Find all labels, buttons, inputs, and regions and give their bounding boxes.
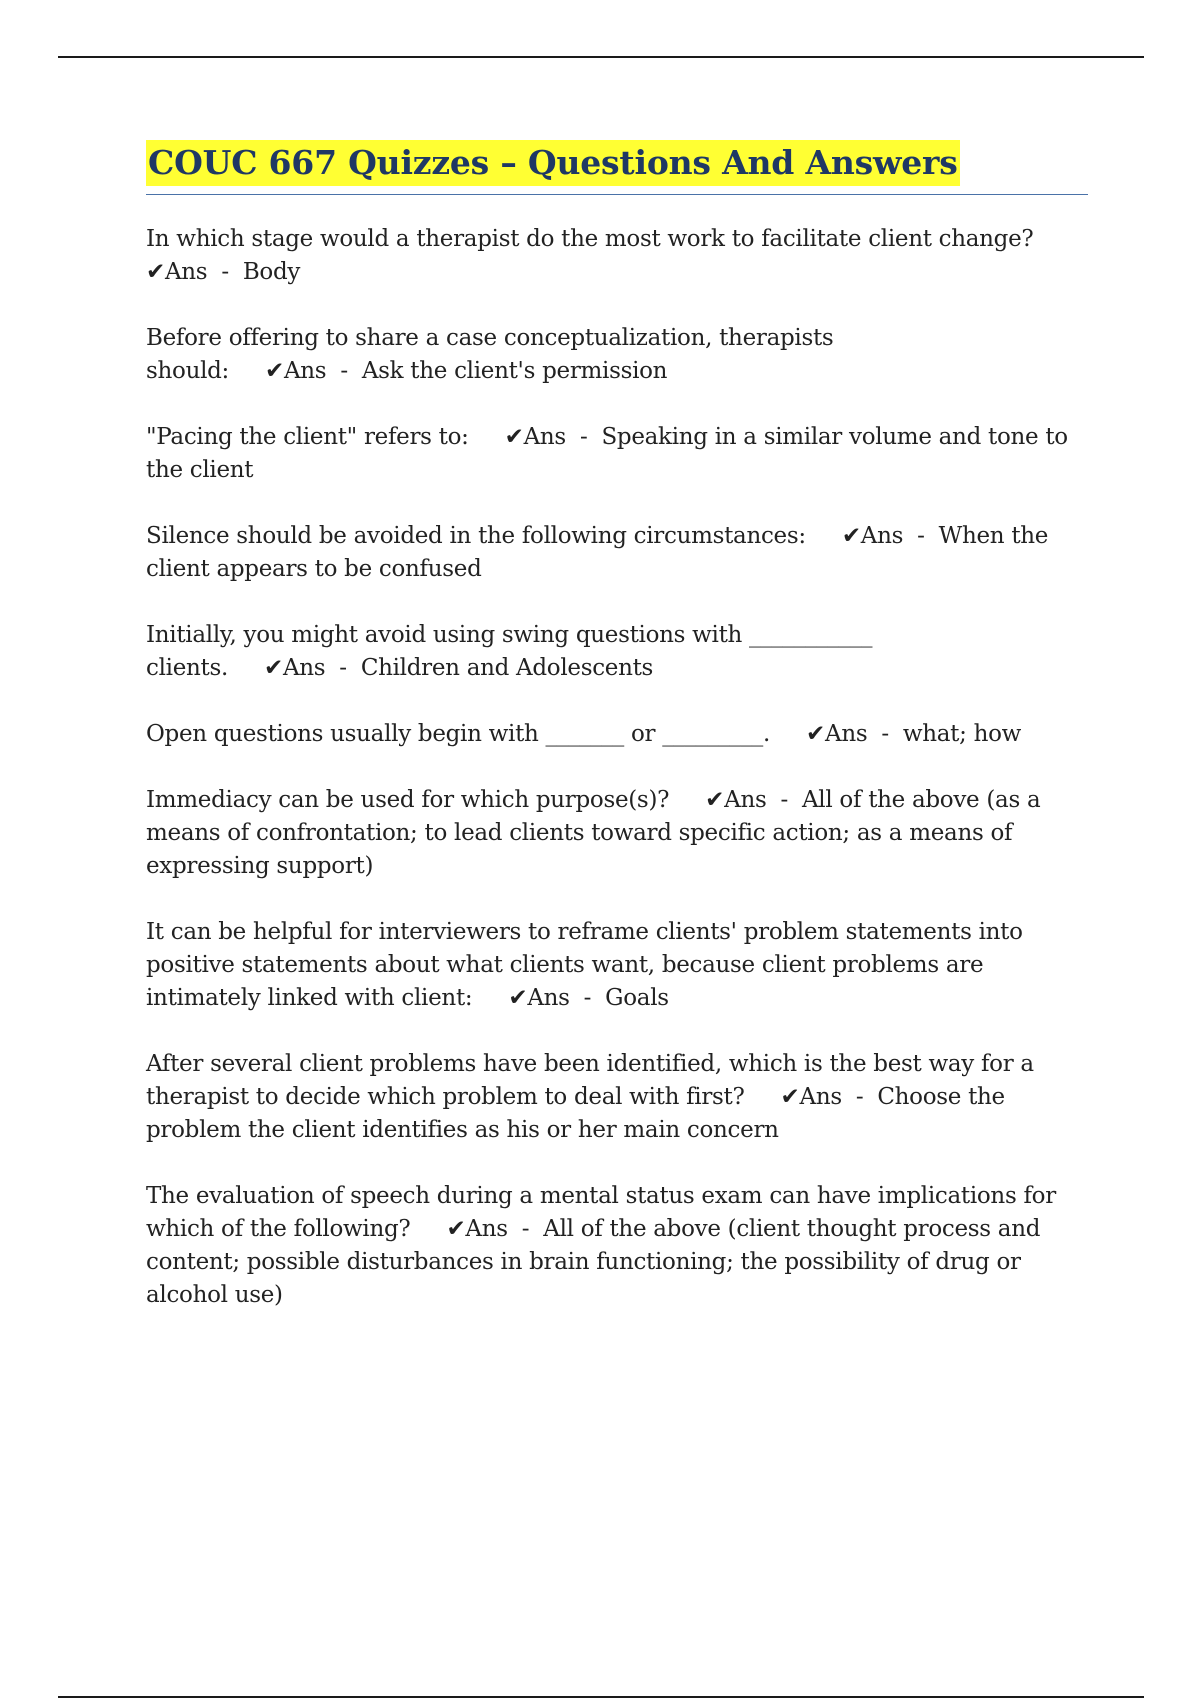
qa-item bbox=[146, 223, 1088, 289]
document-body bbox=[146, 140, 1088, 1345]
qa-item bbox=[146, 718, 1088, 751]
qa-item bbox=[146, 322, 1088, 388]
answer-text: All of the above (client thought process and content; possible disturbances in brain functioning; the possibility of drug or alcohol use) bbox=[146, 1216, 1041, 1308]
answer-text: Children and Adolescents bbox=[360, 655, 654, 681]
answer-marker: ✔Ans - bbox=[705, 787, 802, 813]
answer-marker: ✔Ans - bbox=[504, 424, 602, 450]
question-text: The evaluation of speech during a mental status exam can have implications for which of the following? bbox=[146, 1183, 1056, 1242]
document-title: COUC 667 Quizzes – Questions And Answers bbox=[146, 140, 960, 186]
question-text: After several client problems have been identified, which is the best way for a therapist to decide which problem to deal with first? bbox=[146, 1051, 1034, 1110]
answer-text: Choose the problem the client identifies as his or her main concern bbox=[146, 1084, 1005, 1143]
question-text: Initially, you might avoid using swing questions with ___________ clients. bbox=[146, 622, 873, 681]
question-text: It can be helpful for interviewers to reframe clients' problem statements into positive statements about what clients want, because client problems are intimately linked with client: bbox=[146, 919, 1023, 1011]
answer-text: what; how bbox=[902, 721, 1022, 747]
question-text: In which stage would a therapist do the most work to facilitate client change? bbox=[146, 226, 1034, 252]
answer-text: When the client appears to be confused bbox=[146, 523, 1049, 582]
answer-marker: ✔Ans - bbox=[780, 1084, 878, 1110]
answer-marker: ✔Ans - bbox=[265, 358, 362, 384]
question-text: Before offering to share a case conceptualization, therapists should: bbox=[146, 325, 834, 384]
qa-item bbox=[146, 916, 1088, 1015]
answer-text: Ask the client's permission bbox=[361, 358, 668, 384]
answer-text: Body bbox=[242, 259, 301, 285]
answer-marker: ✔Ans - bbox=[446, 1216, 544, 1242]
answer-text: Goals bbox=[605, 985, 669, 1011]
question-text: Open questions usually begin with _______ or _________. bbox=[146, 721, 771, 747]
question-text: Immediacy can be used for which purpose(s)? bbox=[146, 787, 670, 813]
answer-marker: ✔Ans - bbox=[263, 655, 361, 681]
qa-item bbox=[146, 1048, 1088, 1147]
qa-item bbox=[146, 1180, 1088, 1312]
qa-item bbox=[146, 784, 1088, 883]
header-rule bbox=[58, 56, 1144, 58]
qa-list bbox=[146, 223, 1088, 1312]
answer-marker: ✔Ans - bbox=[508, 985, 606, 1011]
answer-marker: ✔Ans - bbox=[841, 523, 939, 549]
answer-text: All of the above (as a means of confrontation; to lead clients toward specific action; as a means of expressing support) bbox=[146, 787, 1041, 879]
title-block bbox=[146, 140, 1088, 195]
qa-item bbox=[146, 520, 1088, 586]
question-text: Silence should be avoided in the following circumstances: bbox=[146, 523, 806, 549]
qa-item bbox=[146, 421, 1088, 487]
question-text: "Pacing the client" refers to: bbox=[146, 424, 469, 450]
footer-rule bbox=[58, 1696, 1144, 1698]
answer-marker: ✔Ans - bbox=[806, 721, 903, 747]
qa-item bbox=[146, 619, 1088, 685]
answer-marker: ✔Ans - bbox=[146, 259, 243, 285]
answer-text: Speaking in a similar volume and tone to the client bbox=[146, 424, 1068, 483]
